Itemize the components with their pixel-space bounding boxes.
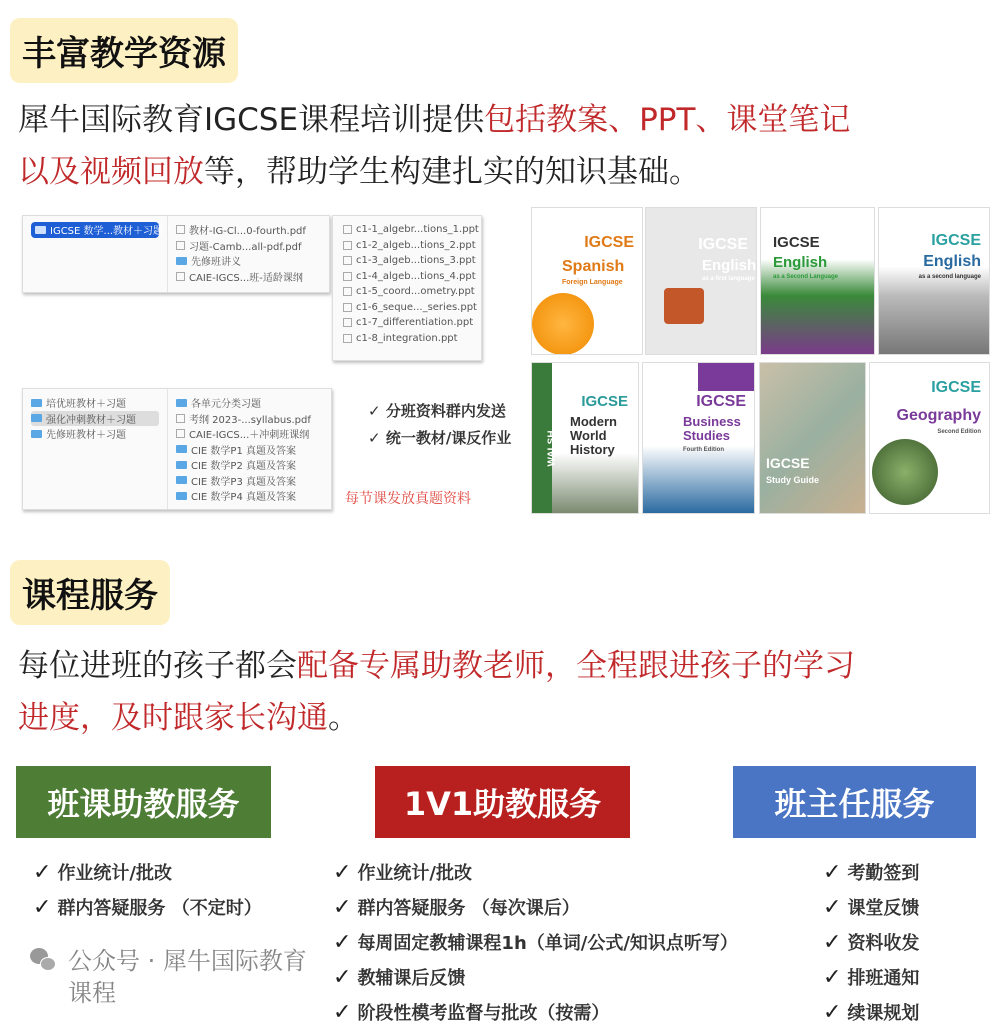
book-cover-history — [531, 362, 639, 514]
label: CIE 数学P3 真题及答案 — [191, 476, 296, 488]
finder-item[interactable] — [343, 284, 473, 300]
watermark — [30, 945, 310, 1009]
finder-item[interactable] — [343, 269, 476, 285]
label: 排班通知 — [847, 968, 920, 989]
label: c1-5_coord...ometry.ppt — [356, 286, 475, 298]
list-item — [823, 855, 919, 890]
label: CIE 数学P2 真题及答案 — [191, 461, 296, 473]
check-icon: ✓ — [33, 860, 52, 885]
class-assistant-list — [33, 855, 262, 925]
head-teacher-list — [823, 855, 919, 1030]
book-cover-spanish — [531, 207, 643, 355]
finder-item[interactable] — [176, 395, 325, 411]
label: 各单元分类习题 — [191, 399, 261, 411]
section-heading-services: 课程服务 — [10, 560, 170, 625]
book-brand: IGCSE — [766, 455, 810, 471]
finder-item[interactable] — [31, 411, 159, 427]
finder-item[interactable] — [343, 253, 476, 269]
finder-item[interactable] — [343, 331, 473, 347]
highlight-text: 配备专属助教老师，全程跟进孩子的学习 — [297, 648, 855, 684]
label: 群内答疑服务 （不定时） — [57, 898, 262, 919]
highlight-text: 以及视频回放 — [18, 154, 204, 190]
label: 统一教材/课反作业 — [385, 429, 512, 447]
book-brand: IGCSE — [773, 234, 820, 251]
service-1v1-assistant: 1V1助教服务 — [375, 766, 630, 838]
book-title: Modern World History — [570, 414, 617, 457]
label: 资料收发 — [847, 933, 920, 954]
book-title: English — [702, 257, 757, 274]
label: c1-6_seque..._series.ppt — [356, 301, 477, 313]
book-cover-english — [878, 207, 990, 355]
services-paragraph — [18, 640, 993, 744]
check-icon: ✓ — [333, 965, 352, 990]
book-title: English — [923, 253, 981, 270]
book-brand: IGCSE — [584, 234, 634, 251]
list-item — [823, 925, 919, 960]
label: 分班资料群内发送 — [385, 402, 506, 420]
check-icon: ✓ — [823, 930, 842, 955]
book-subtitle: as a Second Language — [773, 274, 839, 280]
list-item — [333, 925, 738, 960]
label: CAIE-IGCS...＋冲刺班课纲 — [189, 430, 310, 442]
book-title: Business Studies — [683, 414, 741, 443]
label: 教材-IG-Cl...0-fourth.pdf — [189, 226, 306, 238]
label: 先修班讲义 — [191, 257, 241, 269]
list-item — [33, 890, 262, 925]
label: 培优班教材＋习题 — [46, 399, 126, 411]
finder-item[interactable] — [176, 238, 323, 254]
check-icon: ✓ — [333, 1000, 352, 1025]
resources-paragraph — [18, 94, 993, 198]
book-cover-english-second — [760, 207, 875, 355]
highlight-text: 进度，及时跟家长沟通 — [18, 700, 328, 736]
finder-item[interactable] — [31, 426, 159, 442]
service-class-assistant: 班课助教服务 — [16, 766, 271, 838]
book-subtitle: Fourth Edition — [683, 447, 724, 453]
book-title: Study Guide — [766, 475, 820, 485]
check-icon: ✓ — [333, 895, 352, 920]
book-subtitle: as a second language — [918, 274, 981, 280]
label: c1-3_algeb...tions_3.ppt — [356, 255, 476, 267]
text: 等，帮助学生构建扎实的知识基础。 — [204, 154, 700, 190]
resource-notes — [368, 398, 511, 452]
label: 续课规划 — [847, 1003, 920, 1024]
finder-item[interactable] — [176, 457, 325, 473]
book-cover-study-guide — [759, 362, 866, 514]
label: c1-4_algeb...tions_4.ppt — [356, 270, 476, 282]
book-subtitle: Foreign Language — [562, 279, 623, 286]
finder-item[interactable] — [176, 253, 323, 269]
finder-item[interactable] — [343, 315, 473, 331]
text: 。 — [328, 700, 359, 736]
book-brand: IGCSE — [698, 236, 748, 253]
note-item — [368, 398, 511, 425]
finder-window-bottom — [22, 388, 332, 510]
list-item — [823, 995, 919, 1030]
check-icon: ✓ — [368, 429, 381, 447]
book-brand: IGCSE — [931, 232, 981, 249]
check-icon: ✓ — [33, 895, 52, 920]
list-item — [823, 890, 919, 925]
banner — [698, 363, 755, 391]
finder-item[interactable] — [31, 395, 159, 411]
finder-window-ppt — [332, 215, 482, 361]
label: CIE 数学P4 真题及答案 — [191, 492, 296, 504]
label: 每周固定教辅课程1h（单词/公式/知识点听写） — [357, 933, 738, 954]
list-item — [823, 960, 919, 995]
text: 犀牛国际教育IGCSE课程培训提供 — [18, 102, 485, 138]
globe-image — [872, 439, 938, 505]
book-title: English — [773, 254, 828, 271]
speech-bubble-image — [664, 288, 704, 324]
1v1-assistant-list — [333, 855, 738, 1030]
label: 考勤签到 — [847, 863, 920, 884]
wechat-icon — [30, 948, 58, 974]
finder-item[interactable] — [176, 442, 325, 458]
label: 教辅课后反馈 — [357, 968, 466, 989]
check-icon: ✓ — [823, 965, 842, 990]
label: c1-2_algeb...tions_2.ppt — [356, 239, 476, 251]
book-title: Spanish — [562, 258, 625, 275]
section-heading-resources: 丰富教学资源 — [10, 18, 238, 83]
finder-item[interactable]: IGCSE 数学...教材＋习题 › — [31, 222, 159, 238]
orange-image — [532, 293, 594, 355]
book-subtitle: Second Edition — [937, 429, 981, 435]
label: 作业统计/批改 — [57, 863, 173, 884]
finder-window-top — [22, 215, 330, 293]
finder-item[interactable] — [176, 473, 325, 489]
finder-item[interactable] — [343, 238, 476, 254]
book-brand: IGCSE — [581, 393, 628, 410]
service-head-teacher: 班主任服务 — [733, 766, 976, 838]
book-cover-english-first — [645, 207, 757, 355]
check-icon: ✓ — [368, 402, 381, 420]
book-cover-business — [642, 362, 755, 514]
book-brand: IGCSE — [696, 393, 746, 410]
label: 群内答疑服务 （每次课后） — [357, 898, 580, 919]
label: 先修班教材＋习题 — [46, 430, 126, 442]
check-icon: ✓ — [333, 930, 352, 955]
label: 作业统计/批改 — [357, 863, 473, 884]
label: 强化冲刺教材＋习题 — [46, 414, 136, 426]
list-item — [333, 890, 738, 925]
note-item — [368, 425, 511, 452]
book-author: WALSH — [546, 430, 558, 467]
finder-item[interactable] — [343, 222, 479, 238]
list-item — [333, 960, 738, 995]
list-item — [333, 995, 738, 1030]
check-icon: ✓ — [333, 860, 352, 885]
label: c1-7_differentiation.ppt — [356, 317, 474, 329]
check-icon: ✓ — [823, 860, 842, 885]
book-cover-geography — [869, 362, 990, 514]
book-subtitle: as a first language — [702, 276, 755, 282]
highlight-text: 包括教案、PPT、课堂笔记 — [484, 102, 851, 138]
red-note: 每节课发放真题资料 — [345, 491, 471, 507]
label: 考纲 2023-...syllabus.pdf — [189, 414, 311, 426]
finder-item[interactable] — [176, 426, 325, 442]
label: IGCSE 数学...教材＋习题 — [50, 226, 164, 238]
finder-item[interactable] — [176, 269, 323, 285]
label: 课堂反馈 — [847, 898, 920, 919]
finder-item[interactable] — [176, 222, 323, 238]
list-item — [33, 855, 262, 890]
label: 习题-Camb...all-pdf.pdf — [189, 241, 302, 253]
label: CAIE-IGCS...班-适龄课纲 — [189, 272, 303, 284]
label: CIE 数学P1 真题及答案 — [191, 445, 296, 457]
check-icon: ✓ — [823, 895, 842, 920]
check-icon: ✓ — [823, 1000, 842, 1025]
text: 每位进班的孩子都会 — [18, 648, 297, 684]
finder-item[interactable] — [343, 300, 477, 316]
label: 阶段性模考监督与批改（按需） — [357, 1003, 610, 1024]
label: c1-8_integration.ppt — [356, 332, 458, 344]
book-brand: IGCSE — [931, 379, 981, 396]
list-item — [333, 855, 738, 890]
watermark-text: 公众号 · 犀牛国际教育课程 — [68, 947, 307, 1007]
finder-item[interactable] — [176, 411, 325, 427]
book-title: Geography — [896, 407, 981, 424]
finder-item[interactable] — [176, 488, 325, 504]
label: c1-1_algebr...tions_1.ppt — [356, 224, 479, 236]
